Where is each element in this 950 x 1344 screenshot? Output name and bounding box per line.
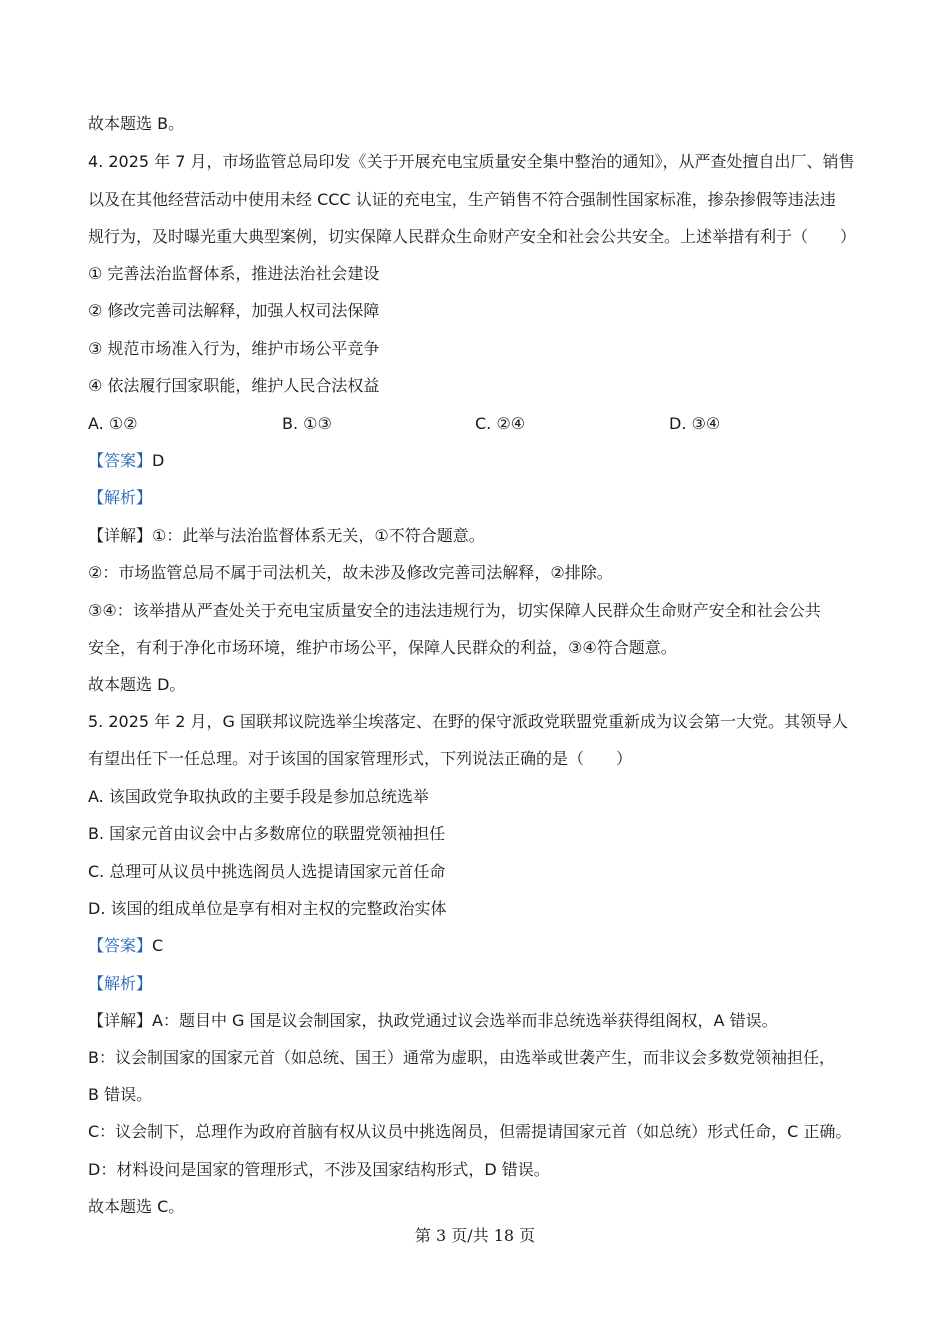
q4-option-a: A. ①②: [88, 414, 138, 433]
previous-conclusion: 故本题选 B。: [88, 114, 185, 133]
q4-detail-line-2: ②：市场监管总局不属于司法机关，故未涉及修改完善司法解释，②排除。: [88, 563, 613, 582]
q4-detail-tag: 【详解】: [88, 526, 153, 545]
q5-detail-line-4: C：议会制下，总理作为政府首脑有权从议员中挑选阁员，但需提请国家元首（如总统）形式任命，C 正确。: [88, 1122, 852, 1141]
page-footer: 第 3 页/共 18 页: [414, 1226, 536, 1245]
q5-detail-line-2: B：议会制国家的国家元首（如总统、国王）通常为虚职，由选举或世袭产生，而非议会多数党领袖担任，: [88, 1048, 835, 1067]
q5-option-b: B. 国家元首由议会中占多数席位的联盟党领袖担任: [88, 824, 446, 843]
q4-answer-tag: 【答案】: [88, 451, 153, 470]
q4-detail-line-4: 安全，有利于净化市场环境，维护市场公平，保障人民群众的利益，③④符合题意。: [88, 638, 677, 657]
q4-analysis-tag: 【解析】: [88, 488, 153, 507]
q4-option-c: C. ②④: [475, 414, 526, 433]
q4-detail-line-1: [88, 526, 868, 546]
q5-detail-line-5: D：材料设问是国家的管理形式，不涉及国家结构形式，D 错误。: [88, 1160, 550, 1179]
q5-option-d: D. 该国的组成单位是享有相对主权的完整政治实体: [88, 899, 447, 918]
q4-detail-text: ①：此举与法治监督体系无关，①不符合题意。: [152, 526, 485, 545]
q5-answer-tag: 【答案】: [88, 936, 153, 955]
q5-answer-value: C: [152, 936, 164, 955]
q5-analysis-tag: 【解析】: [88, 974, 153, 993]
q4-stem-line-2: 以及在其他经营活动中使用未经 CCC 认证的充电宝，生产销售不符合强制性国家标准，掺杂掺假等违法违: [88, 190, 836, 209]
q4-item-4: ④ 依法履行国家职能，维护人民合法权益: [88, 376, 380, 395]
q5-conclusion: 故本题选 C。: [88, 1197, 185, 1216]
q5-detail-text: A：题目中 G 国是议会制国家，执政党通过议会选举而非总统选举获得组阁权，A 错误。: [152, 1011, 778, 1030]
q5-option-c: C. 总理可从议员中挑选阁员人选提请国家元首任命: [88, 862, 446, 881]
q5-stem-line-1: 5. 2025 年 2 月，G 国联邦议院选举尘埃落定、在野的保守派政党联盟党重新成为议会第一大党。其领导人: [88, 712, 848, 731]
q4-stem-line-1: 4. 2025 年 7 月，市场监管总局印发《关于开展充电宝质量安全集中整治的通知》，从严查处擅自出厂、销售: [88, 152, 855, 171]
q4-analysis: [88, 488, 868, 508]
q4-answer-value: D: [152, 451, 165, 470]
q5-stem-line-2: 有望出任下一任总理。对于该国的国家管理形式，下列说法正确的是（ ）: [88, 749, 633, 768]
q5-analysis: [88, 974, 868, 994]
q4-item-1: ① 完善法治监督体系，推进法治社会建设: [88, 264, 380, 283]
q5-answer: [88, 936, 868, 956]
q4-answer: [88, 451, 868, 471]
q5-detail-line-1: [88, 1011, 868, 1031]
q4-option-d: D. ③④: [669, 414, 721, 433]
q5-option-a: A. 该国政党争取执政的主要手段是参加总统选举: [88, 787, 429, 806]
q5-detail-tag: 【详解】: [88, 1011, 153, 1030]
q5-detail-line-3: B 错误。: [88, 1085, 153, 1104]
q4-conclusion: 故本题选 D。: [88, 675, 186, 694]
q4-item-2: ② 修改完善司法解释，加强人权司法保障: [88, 301, 380, 320]
q4-item-3: ③ 规范市场准入行为，维护市场公平竞争: [88, 339, 380, 358]
q4-detail-line-3: ③④：该举措从严查处关于充电宝质量安全的违法违规行为，切实保障人民群众生命财产安全和社会公共: [88, 601, 821, 620]
q4-option-b: B. ①③: [282, 414, 332, 433]
q4-stem-line-3: 规行为，及时曝光重大典型案例，切实保障人民群众生命财产安全和社会公共安全。上述举措有利于（ ）: [88, 227, 857, 246]
